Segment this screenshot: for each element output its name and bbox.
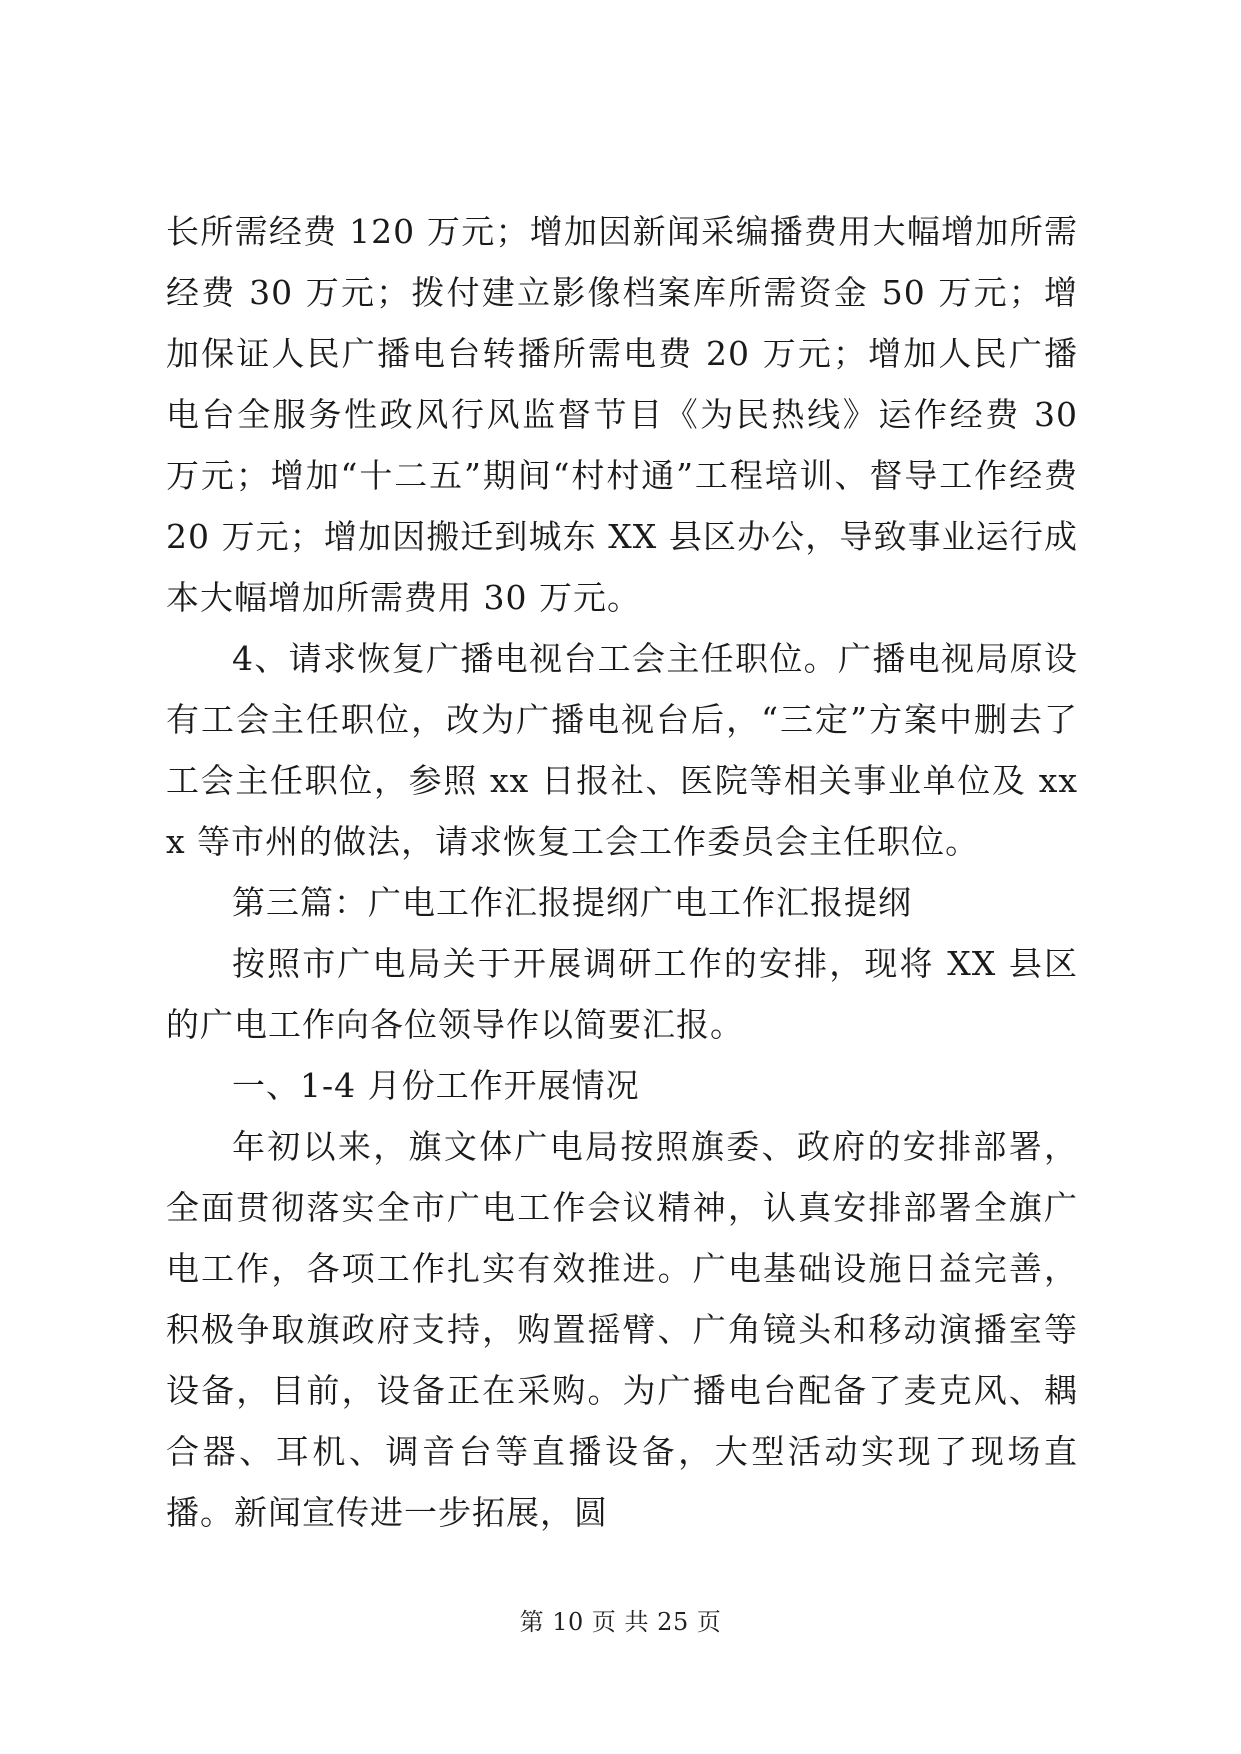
paragraph-work-progress: 年初以来，旗文体广电局按照旗委、政府的安排部署，全面贯彻落实全市广电工作会议精神，认真安排部署全旗广电工作，各项工作扎实有效推进。广电基础设施日益完善，积极争取旗政府支持，购置摇臂、广角镜头和移动演播室等设备，目前，设备正在采购。为广播电台配备了麦克风、耦合器、耳机、调音台等直播设备，大型活动实现了现场直播。新闻宣传进一步拓展，圆: [166, 1127, 1078, 1532]
paragraph-intro: 按照市广电局关于开展调研工作的安排，现将 XX 县区的广电工作向各位领导作以简要汇报。: [166, 944, 1078, 1044]
document-body: [166, 201, 1078, 1543]
paragraph-union-position: 4、请求恢复广播电视台工会主任职位。广播电视局原设有工会主任职位，改为广播电视台后，“三定”方案中删去了工会主任职位，参照 xx 日报社、医院等相关事业单位及 xxx 等市州的做法，请求恢复工会工作委员会主任职位。: [166, 639, 1078, 861]
section-heading: 一、1-4 月份工作开展情况: [232, 1066, 640, 1105]
section-title: 第三篇：广电工作汇报提纲广电工作汇报提纲: [232, 883, 912, 922]
paragraph-funding-list: 长所需经费 120 万元；增加因新闻采编播费用大幅增加所需经费 30 万元；拨付建立影像档案库所需资金 50 万元；增加保证人民广播电台转播所需电费 20 万元；增加人民广播电台全服务性政风行风监督节目《为民热线》运作经费 30 万元；增加“十二五”期间“村村通”工程培训、督导工作经费 20 万元；增加因搬迁到城东 XX 县区办公，导致事业运行成本大幅增加所需费用 30 万元。: [166, 212, 1078, 617]
page-footer: 第 10 页 共 25 页: [519, 1608, 722, 1636]
